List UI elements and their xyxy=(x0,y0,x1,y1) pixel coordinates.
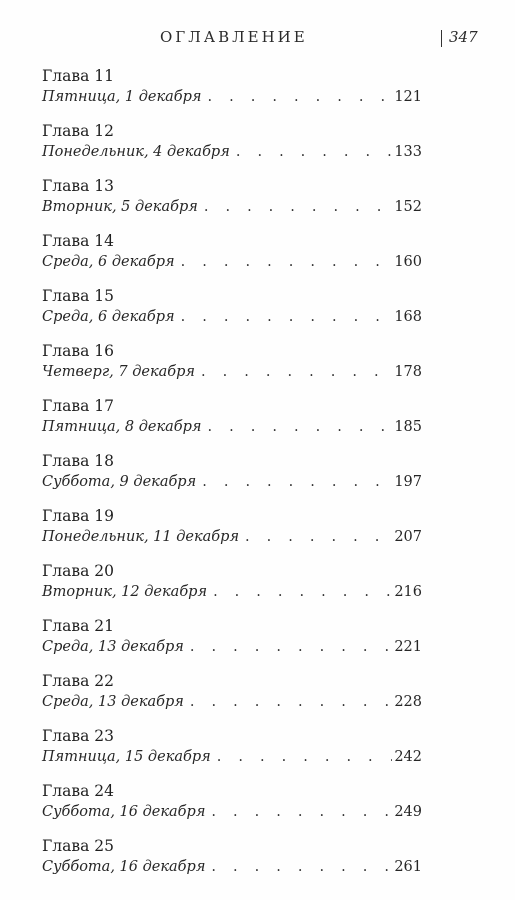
toc-line xyxy=(42,582,422,603)
chapter-page: 152 xyxy=(394,199,422,215)
dot-leader xyxy=(184,692,392,713)
chapter-label: Глава 17 xyxy=(42,397,114,415)
toc-entry xyxy=(42,231,422,286)
dot-leader xyxy=(207,582,392,603)
chapter-label: Глава 25 xyxy=(42,837,114,855)
chapter-title: Пятница, 1 декабря xyxy=(42,89,202,105)
dot-leader xyxy=(198,197,392,218)
chapter-title: Пятница, 15 декабря xyxy=(42,749,211,765)
chapter-page: 160 xyxy=(394,254,422,270)
dot-leader xyxy=(184,637,392,658)
chapter-label: Глава 16 xyxy=(42,342,114,360)
toc-line xyxy=(42,527,422,548)
dot-leader xyxy=(211,747,393,768)
chapter-title: Суббота, 16 декабря xyxy=(42,859,206,875)
toc-line xyxy=(42,802,422,823)
chapter-title: Четверг, 7 декабря xyxy=(42,364,196,380)
dot-leader xyxy=(239,527,392,548)
chapter-page: 228 xyxy=(394,694,422,710)
toc-line xyxy=(42,197,422,218)
toc-entry xyxy=(42,726,422,781)
toc-line xyxy=(42,252,422,273)
toc-entry xyxy=(42,561,422,616)
dot-leader xyxy=(230,142,392,163)
chapter-title: Суббота, 9 декабря xyxy=(42,474,197,490)
chapter-title: Понедельник, 4 декабря xyxy=(42,144,230,160)
dot-leader xyxy=(205,802,392,823)
toc-entry xyxy=(42,396,422,451)
chapter-label: Глава 22 xyxy=(42,672,114,690)
chapter-label: Глава 19 xyxy=(42,507,114,525)
chapter-label: Глава 15 xyxy=(42,287,114,305)
chapter-title: Среда, 13 декабря xyxy=(42,694,184,710)
toc-entry xyxy=(42,286,422,341)
chapter-label: Глава 24 xyxy=(42,782,114,800)
chapter-page: 133 xyxy=(394,144,422,160)
dot-leader xyxy=(175,307,393,328)
toc-entry xyxy=(42,176,422,231)
running-title: ОГЛАВЛЕНИЕ xyxy=(160,28,308,46)
chapter-page: 249 xyxy=(394,804,422,820)
dot-leader xyxy=(205,857,392,878)
chapter-page: 221 xyxy=(394,639,422,655)
chapter-page: 121 xyxy=(394,89,422,105)
chapter-label: Глава 13 xyxy=(42,177,114,195)
chapter-page: 178 xyxy=(394,364,422,380)
toc-line xyxy=(42,362,422,383)
toc-line xyxy=(42,417,422,438)
dot-leader xyxy=(202,87,393,108)
page-number: 347 xyxy=(449,28,478,46)
running-head xyxy=(0,28,515,52)
dot-leader xyxy=(196,472,392,493)
toc-entry xyxy=(42,671,422,726)
toc-entry xyxy=(42,451,422,506)
chapter-title: Вторник, 5 декабря xyxy=(42,199,198,215)
chapter-title: Пятница, 8 декабря xyxy=(42,419,202,435)
toc-entry xyxy=(42,121,422,176)
chapter-page: 168 xyxy=(394,309,422,325)
toc-entry xyxy=(42,836,422,891)
toc-line xyxy=(42,307,422,328)
toc-entry xyxy=(42,66,422,121)
chapter-page: 207 xyxy=(394,529,422,545)
toc-line xyxy=(42,87,422,108)
dot-leader xyxy=(202,417,393,438)
chapter-title: Среда, 13 декабря xyxy=(42,639,184,655)
chapter-page: 261 xyxy=(394,859,422,875)
toc-line xyxy=(42,857,422,878)
chapter-page: 197 xyxy=(394,474,422,490)
toc-entry xyxy=(42,616,422,671)
chapter-title: Суббота, 16 декабря xyxy=(42,804,206,820)
chapter-title: Среда, 6 декабря xyxy=(42,309,175,325)
page-number-separator xyxy=(441,30,442,47)
toc-line xyxy=(42,747,422,768)
chapter-page: 185 xyxy=(394,419,422,435)
toc-entry xyxy=(42,341,422,396)
toc-line xyxy=(42,637,422,658)
chapter-label: Глава 11 xyxy=(42,67,114,85)
chapter-title: Понедельник, 11 декабря xyxy=(42,529,240,545)
chapter-title: Среда, 6 декабря xyxy=(42,254,175,270)
chapter-label: Глава 18 xyxy=(42,452,114,470)
table-of-contents xyxy=(42,66,422,891)
chapter-label: Глава 12 xyxy=(42,122,114,140)
chapter-label: Глава 14 xyxy=(42,232,114,250)
toc-line xyxy=(42,692,422,713)
chapter-title: Вторник, 12 декабря xyxy=(42,584,208,600)
toc-line xyxy=(42,142,422,163)
toc-entry xyxy=(42,506,422,561)
chapter-label: Глава 23 xyxy=(42,727,114,745)
chapter-label: Глава 21 xyxy=(42,617,114,635)
toc-entry xyxy=(42,781,422,836)
toc-line xyxy=(42,472,422,493)
chapter-label: Глава 20 xyxy=(42,562,114,580)
dot-leader xyxy=(175,252,393,273)
chapter-page: 216 xyxy=(394,584,422,600)
chapter-page: 242 xyxy=(394,749,422,765)
dot-leader xyxy=(195,362,392,383)
